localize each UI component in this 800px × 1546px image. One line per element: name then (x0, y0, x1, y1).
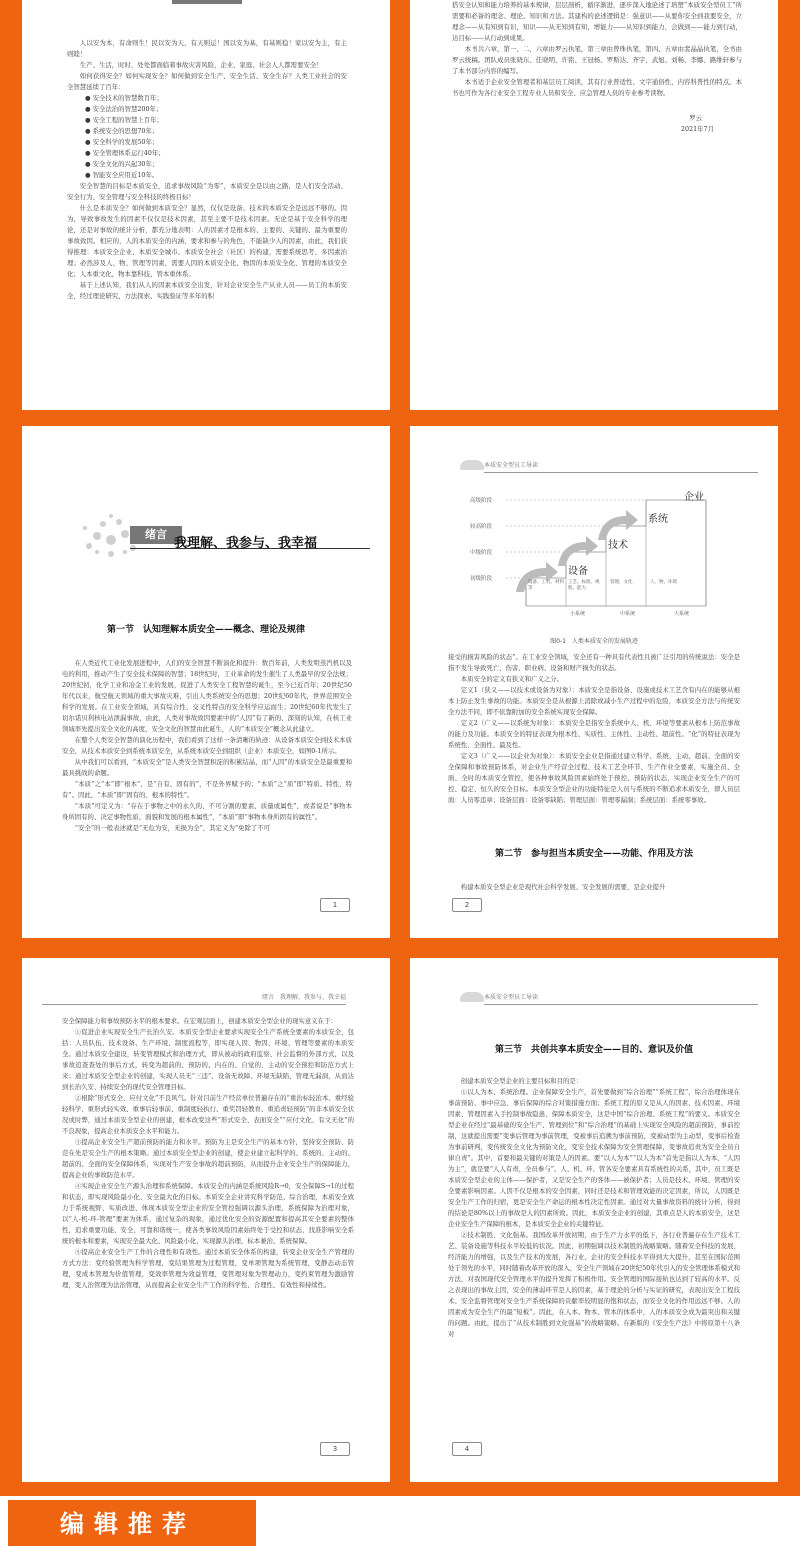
paragraph: 什么是本质安全？如何做到本质安全？显然，仅仅是设备、技术的本质安全是远远不够的。因为，导致事故发生的因素不仅仅是技术因素，甚至主要不是技术因素。无论是基于安全科学的理论，还是对事故的统计分析，都充分地表明：人的因素才是根本的、主要的、关键的、最为重要的事故致因。相应的，人的本质安全的内涵、要求和参与的角色，不能缺少人的因素，由此，我们获得推理：本质安全企业、本质安全城市、本质安全社会（社区）的构建，需要系统思考、多因素治理；必然涉及人、物、管理等因素，需要人因的本质安全化、物因的本质安全化、管理的本质安全化；人本重文化，物本靠科技，管本重体系。 (67, 204, 347, 278)
stage-label: 设备 (568, 566, 588, 577)
list-item: ● 安全技术的智慧数百年； (85, 94, 163, 102)
stage-note: 设备、工具、材料等 (528, 580, 564, 591)
page-1-body (62, 658, 352, 834)
editor-recommendation-banner (0, 1496, 800, 1546)
paragraph: ⑤提高企业安全生产工作的合理性和有效性。通过本质安全体系的构建，转变企业安全生产管理的方式方法：变经验管理为科学管理，变结果管理为过程管理，变单项管理为系统管理，变静态动态管理，变成本管理为价值管理，变效率管理为效益管理，变管理对象为管理动力，变约束管理为激励管理，变人治管理为法治管理，从而提高企业安全生产工作的科学性、合理性、有效性和持续性。 (62, 1248, 354, 1289)
preface-date: 2021年7月 (680, 125, 714, 133)
paragraph: 如何获得安全？如何实现安全？如何做到安全生产、安全生活、安全生存？人类工业社会的安全智慧延续了百年： (67, 72, 347, 91)
paragraph: 搭安全认知和能力培养的基本规律，层层剖析，循序渐进，逐步深入地论述了培塑“本质安全型员工”所需要和必备的理念、理论、知识和方法。其建构的论述逻辑是：强意识——从要你安全到我要安全，立理念——从有知到有识，知识——从无知到有知，增能力——从知识到能力，会做到——能力到行动，达目标——从行动到成果。 (452, 1, 742, 42)
paragraph: 构建本质安全型企业是现代社会科学发展、安全发展的需要，是企业提升 (460, 883, 666, 891)
paragraph: 定义1（狭义——以技术或设备为对象）：本质安全是指设备、设施或技术工艺含有内在的能够从根本上防止发生事故的功能。本质安全是从根源上消除或减小生产过程中的危险，本质安全方法与传统安全方法不同，即不依靠附加的安全系统实现安全保障。 (448, 686, 740, 716)
banner-label: 编辑推荐 (60, 1510, 196, 1538)
section-title: 第一节 认知理解本质安全——概念、理论及规律 (106, 625, 305, 635)
paragraph: 人以安为本，有命则生！民以安为天，有天则运！国以安为基，有基则稳！家以安为主，有主则睦！ (67, 39, 347, 58)
page-2-tail (448, 882, 740, 893)
list-item: ● 安全文化的兴起30年； (85, 160, 159, 168)
running-header: 绪言 我理解、我参与、我幸福 (42, 992, 346, 1005)
page-number: 4 (452, 1442, 482, 1456)
scope-label: 中系统 (620, 611, 636, 617)
bullet-list (67, 93, 347, 181)
paragraph: 在整个人类安全智慧的演化历程中，我们看到了这样一条清晰的轨迹：从设备本质安全到技术本质安全，从技术本质安全到系统本质安全，从系统本质安全到组织（企业）本质安全，如图0-1所示。 (62, 736, 352, 755)
stage-note: 人、物、环境 (650, 580, 677, 585)
stage-note: 管理、文化 (610, 580, 633, 585)
page-2-body (448, 652, 740, 806)
paragraph: ①促进企业实现安全生产长治久安。本质安全型企业要求实现安全生产系统全要素的本质安全，包括：人员队伍、技术设备、生产环境、制度流程等，即实现人因、物因、环境、管理等要素的本质安全。通过本质安全建设，转变管理模式和治理方式，即从被动的政府监察、社会监督的外部方式，以及事故追查查处的事后方式，转变为超前的、预防的、内在的、自觉的、主动的安全预控和防范方式上来；通过本质安全型企业的创建，实现人员无“三违”、设备无故障、环境无缺陷、管理无漏洞，从而达到长治久安、持续安全的现代安全管理目标。 (62, 1028, 354, 1091)
list-item: ● 安全法治的智慧200年； (85, 105, 163, 113)
page-4-body (448, 1076, 740, 1340)
stage-label: 企业 (684, 492, 704, 503)
list-item: ● 安全工程的智慧上百年； (85, 116, 163, 124)
stage-label: 系统 (648, 514, 668, 525)
running-header: 本质安全型员工导读 (484, 992, 758, 1005)
paragraph: 在人类近代工业化发展进程中，人们的安全智慧不断演化和提升：数百年前，人类发明蒸汽机以及电的利用，推动产生了安全技术保障的智慧；18世纪时，工业革命的发生催生了人类最早的安全法规；20世纪初，化学工业和冶金工业的发展，促进了人类安全工程智慧的诞生，至今已近百年；20世纪50年代以来，航空航天领域的重大事故灾难，引出人类系统安全的思想；20世纪60年代，世界范围安全科学的发展。在工业安全领域，具有综合性、交叉性特点的安全科学应运而生；20世纪60年代发生了切尔诺贝利核电站泄漏事故，由此，人类对事故致因要素中的“人因”有了新的、深刻的认知，在核工业领域率先提出安全文化的高度，安全文化的智慧由此诞生，人的“本质安全”概念从此建立。 (62, 659, 352, 733)
level-label: 初级阶段 (470, 576, 493, 582)
figure-development-trajectory (470, 488, 720, 628)
paragraph: 创建本质安全型企业的主要目标和目的是： (460, 1077, 583, 1085)
running-header: 本质安全型员工导读 (484, 460, 758, 473)
paragraph: 接受的损害风险的状态”。在工业安全领域，安全还有一种具有代表性且被广泛引用的传统说法：安全是指不发生导致死亡、伤害、职业病、设备和财产损失的状态。 (448, 653, 740, 672)
list-item: ● 安全管理体系运行40年； (85, 149, 165, 157)
paragraph: ①以人为本、系统治理。企业保障安全生产，首先要做到“综合治理”“系统工程”，综合治理体现在事前预防、事中应急、事后保障的综合对策措施方面；系统工程的原义是从人的因素、技术因素、环境因素、管理因素入手控制事故隐患，保障本质安全，这是中国“综合治理、系统工程”的要义。本质安全型企业在经过“最基础的安全生产、管理到位”和“综合治理”的基础上实现安全风险的超前预防，事前控制，这就提出需要“变事后管理为事前管理，变被事后追溯为事前预防，变被动型为主动型，变事后检查为事前研判，变传统安全文化为预防文化，变安全技术保障为安全管理保障，变事故追责为安全全员自律自责”。其中，首要和最关键的对策是人的因素。要“以人为本”“以人为本”首先是指以人为本、“人因为主”，就是要“人人有责，全员参与”。人、机、环、管各安全要素具有系统性的关系，其中，员工既是本质安全型企业的主体——保护者，又是安全生产的客体——被保护者；人员是技术、环境、管理的安全要素影响因素。人因不仅是根本的安全因素，同时还是技术和管理效能的决定因素，所以，人因既是安全生产工作的归宿，更是安全生产命运的根本性决定性因素。通过对大量事故资料的统计分析，得到的结论是80%以上的事故是人的因素所致。因此，本质安全企业的创建，其重点是人的本质安全，这是企业安全生产保障的根本，是本质安全企业的关键特征。 (448, 1088, 740, 1228)
paragraph: 定义3（广义——以企业为对象）：本质安全企业是指通过建立科学、系统、主动、超前、全面的安全保障和事故预防体系，对企业生产经营全过程、技术工艺全环节、生产作业全要素，实施全员、全面、全时的本质安全管控，使各种事故风险因素始终处于预控、预防的状态，实现企业安全生产的可控、稳定、恒久的安全目标。本质安全型企业的功能特征是人员与系统的不断追求本质安全，即人员层面：人员零违章；设备层面：设备零缺陷；管理层面：管理零漏洞；系统层面：系统零事故。 (448, 752, 740, 804)
scope-label: 大系统 (674, 611, 690, 617)
section-title: 第二节 参与担当本质安全——功能、作用及方法 (494, 849, 693, 859)
cloud-icon (460, 460, 484, 470)
preface-author: 罗云 (689, 114, 702, 122)
page-number: 3 (320, 1442, 350, 1456)
stage-note: 工艺、标准、规程、能力 (568, 580, 600, 591)
paragraph: 基于上述认知，我们从人的因素本质安全出发，针对企业安全生产从业人员——员工的本质安全，经过理论研究、方法探索、实践验证等多年的积 (67, 281, 347, 300)
book-page-preface-right (410, 0, 778, 410)
book-page-2 (410, 426, 778, 938)
paragraph: 安全智慧的目标是本质安全，追求事故风险“为零”，本质安全是以由之路，是人们安全活动、安全行为、安全管理与安全科技的终极目标！ (67, 182, 347, 201)
list-item: ● 系统安全的思想70年； (85, 127, 159, 135)
level-label: 较高阶段 (470, 524, 493, 530)
figure-caption: 图0-1 人类本质安全的发展轨迹 (550, 638, 638, 645)
paragraph: “本质”之“本”即“根本”，是“自有、固有的”，不是外界赋予的；“本质”之“质”即“特质、特性、特有”。因此，“本质”即“固有的、根本的特性”。 (62, 780, 352, 799)
page-number: 1 (320, 898, 350, 912)
book-page-3 (22, 958, 390, 1482)
level-label: 高级阶段 (470, 498, 493, 504)
list-item: ● 智能安全应用近10年。 (85, 171, 159, 179)
paragraph: “安全”的一般表述就是“无危为安，无损为全”，其定义为“免除了不可 (74, 824, 271, 832)
paragraph: ②技术制胜，文化强基。我国改革开放初期，由于生产力水平的低下，各行业普遍存在生产技术工艺、装备设施等科技水平较低的状况。因此，初期强调以技术制胜的战略策略。随着安全科技的发展，经济能力的增强，以及生产技术的发展，各行业、企业的安全科技水平得到大大提升，甚至在国际范围处于领先的水平，同时随着改革开放的深入，安全生产领域在20世纪50年代引入的安全管理体系模式和方法，对我国现代安全管理水平的提升发挥了积极作用。安全管理的国际接轨也达到了较高的水平。反之表现出的事故主因，安全的薄弱环节是人的因素，基于理论的分析与实证的研究，表现出安全工程技术、安全监督管理对安全生产系统保障的贡献率较明显的饱和状态，而安全文化的作用远远不够。人的因素成为安全生产的最“短板”。因此，在人本、物本、管本的体系中，人的本质安全成为最突出和关键的问题。由此，提出了“从技术制胜到文化强基”的战略策略。在新版的《安全生产法》中将原第十八条对 (448, 1231, 740, 1338)
page-number: 2 (452, 898, 482, 912)
paragraph: “本质”可定义为：“存在于事物之中的永久的、不可分割的要素、质量或属性”，或者说是“事物本身所固有的、决定事物性质、面貌和发展的根本属性”，“本质”即“事物本身所固有的属性”。 (62, 802, 352, 821)
preface-left-text (67, 38, 347, 302)
paragraph: 定义2（广义——以系统为对象）：本质安全是指安全系统中人、机、环境等要素从根本上防范事故的能力及功能。本质安全的特征表现为根本性、实质性、主体性、主动性、超前性。“化”的特征表现为系统性、全面性、最及性。 (448, 719, 740, 749)
paragraph: 本书共六章，第一、二、六章由罗云执笔，第三章由曾珠执笔，第四、五章由裴晶晶执笔，全书由罗云统稿。团队成员张晓东、任晓明、许铭、王冠杨、罗斯达、齐宇、武旭、刘畅、李娜、路维轩参与了本书部分内容的编写。 (452, 45, 742, 75)
paragraph: 从中我们可以看到，“本质安全”是人类安全智慧积淀的积累结晶，而“人因”的本质安全是最重要和最具挑战的命题。 (62, 758, 352, 777)
paragraph: ④实现企业安全生产源头治理和系统保障。本质安全的内涵是系统风险R→0，安全保障S→1的过程和状态，即实现风险最小化、安全最大化的目标。本质安全企业讲究科学防范、综合治理，本质安全致力于系统视野、实质改进、体现本质安全型企业的安全管控强调以源头治理、系统保障为治理对象，以“人-机-环-管理”要素为体系，通过复杂的现象，通过优化安全的资源配置和提高其安全要素的整体性，追求重要功能、安全、可靠和谐统一，使各类事故风险因素始终处于受控和状态，找准影响安全系统的根本和要素，实现安全最大化、风险最小化，实现源头治理、标本兼治、系统保障。 (62, 1182, 354, 1245)
chapter-tag: 绪言 (130, 526, 182, 544)
book-page-preface-left (22, 0, 390, 410)
list-item: ● 安全科学的发展50年； (85, 138, 159, 146)
cloud-icon (460, 992, 484, 1002)
section-title: 第三节 共创共享本质安全——目的、意识及价值 (494, 1045, 693, 1055)
book-page-4 (410, 958, 778, 1482)
paragraph: 本质安全的定义有狭义和广义之分。 (460, 675, 564, 683)
paragraph: 安全保障能力和事故预防水平的根本要求。在宏观层面上，创建本质安全型企业的现实意义在于： (62, 1017, 337, 1025)
scope-label: 小系统 (570, 611, 586, 617)
preface-right-text (452, 0, 742, 135)
paragraph: ②根除“形式安全、应付文化”不良风气。针对目前生产经营单位普遍存在的“重治标轻治本、重经验轻科学、重形式轻实效、重事后轻事前、重制度轻执行、重奖罚轻教育、重追责轻预防”的非本质安全状况或时弊，通过本质安全型企业的创建，根本改变这些“形式安全、表面安全”“应付文化、有文无化”的不良现象，提高企业本质安全水平和能力。 (62, 1094, 354, 1135)
book-page-1 (22, 426, 390, 938)
page-3-body (62, 1016, 354, 1291)
paragraph: 本书适于企业安全管理者和基层员工阅读，其有行业普适性、文字通俗性、内容科普性的特点。本书也可作为各行业安全工程专业人员和安全、应急管理人员的专业参考读物。 (452, 78, 742, 97)
paragraph: ③提高企业安全生产超前预防的能力和水平。预防为主是安全生产的基本方针，坚持安全预防、防范在先是安全生产的根本策略。通过本质安全型企业的创建，使企业建立起科学的、系统的、主动的、超前的、全面的安全保障体系，实现对生产安全事故的超前预防，从而提升企业安全生产的保障能力，提高企业的事故防范水平。 (62, 1138, 354, 1179)
paragraph: 生产、生活，时时、处处都面临着事故灾害风险，企业、家庭、社会人人都需要安全！ (79, 61, 323, 69)
stage-label: 技术 (608, 540, 628, 551)
chapter-title: 我理解、我参与、我幸福 (174, 536, 318, 551)
level-label: 中级阶段 (470, 550, 493, 556)
